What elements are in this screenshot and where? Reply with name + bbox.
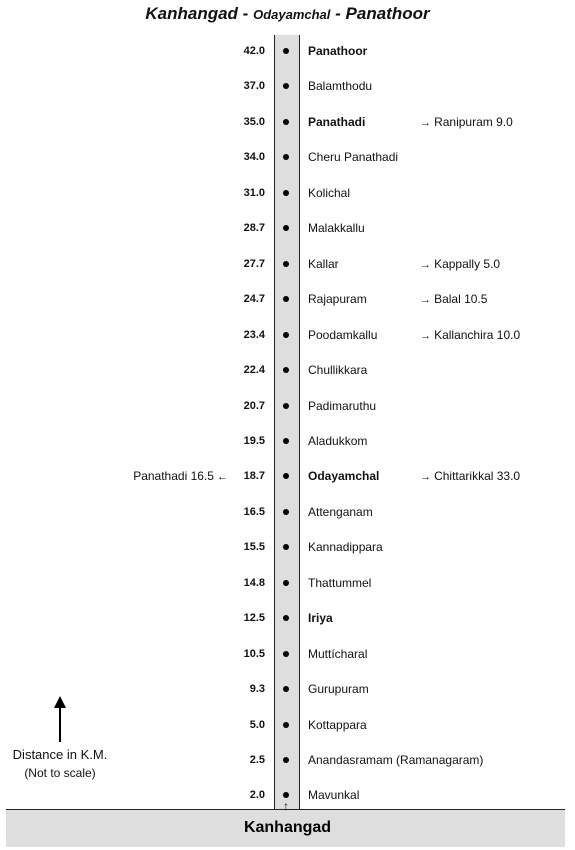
stop-name: Mavunkal (308, 788, 360, 803)
stop-marker (283, 367, 289, 373)
stop-distance: 31.0 (243, 186, 265, 199)
stop-distance: 42.0 (243, 45, 265, 57)
up-arrow-icon (52, 696, 68, 742)
stop-row (0, 254, 575, 274)
stop-marker (283, 757, 289, 763)
stop-marker (283, 154, 289, 160)
stop-marker (283, 580, 289, 586)
stop-distance: 34.0 (243, 151, 265, 164)
stop-row (0, 573, 575, 593)
stop-marker (283, 509, 289, 515)
stop-row (0, 537, 575, 557)
stop-name: Odayamchal (308, 469, 380, 484)
title-separator-1: - (242, 4, 249, 23)
stop-marker (283, 651, 289, 657)
stop-name: Aladukkom (308, 433, 368, 448)
stop-row (0, 679, 575, 699)
stop-distance: 16.5 (243, 505, 265, 518)
stop-row (0, 431, 575, 451)
stop-name: Padimaruthu (308, 398, 377, 413)
title-start: Kanhangad (145, 4, 238, 23)
branch-right (420, 112, 513, 133)
stop-name: Cheru Panathadi (308, 150, 399, 165)
left-arrow-icon: ← (213, 471, 228, 484)
branch-right (420, 254, 500, 275)
right-arrow-icon: → (420, 329, 435, 342)
stop-name: Malakkallu (308, 221, 365, 236)
stop-marker (283, 403, 289, 409)
stop-row (0, 502, 575, 522)
stop-distance: 35.0 (243, 115, 265, 128)
stop-distance: 19.5 (243, 434, 265, 447)
stop-distance: 37.0 (243, 80, 265, 93)
title-end: Panathoor (345, 4, 430, 23)
stop-name: Poodamkallu (308, 327, 378, 342)
branch-right (420, 325, 520, 346)
stop-row (0, 289, 575, 309)
branch-right-label: Balal 10.5 (434, 292, 488, 307)
stop-distance: 10.5 (243, 647, 265, 660)
stop-marker (283, 190, 289, 196)
stop-distance: 9.3 (249, 683, 265, 696)
stop-marker (283, 225, 289, 231)
stop-name: Kannadippara (308, 540, 383, 555)
title-separator-2: - (335, 4, 341, 23)
route-title (0, 4, 575, 24)
branch-right (420, 289, 487, 310)
stop-distance: 18.7 (243, 470, 265, 483)
stop-row (0, 325, 575, 345)
branch-right-label: Kallanchira 10.0 (434, 327, 521, 342)
right-arrow-icon: → (420, 294, 435, 307)
stop-marker (283, 722, 289, 728)
stop-marker (283, 686, 289, 692)
stop-name: Panathadi (308, 114, 366, 129)
stop-distance: 15.5 (243, 541, 265, 554)
stop-marker (283, 261, 289, 267)
stop-row (0, 183, 575, 203)
stop-name: Kottappara (308, 717, 367, 732)
stop-distance: 23.4 (243, 328, 265, 341)
stop-distance: 12.5 (243, 612, 265, 625)
stop-distance: 22.4 (243, 364, 265, 377)
stop-distance: 2.0 (249, 789, 265, 802)
stop-row (0, 608, 575, 628)
stop-name: Rajapuram (308, 292, 367, 307)
stop-marker (283, 83, 289, 89)
stop-marker (283, 48, 289, 54)
stop-row (0, 218, 575, 238)
stop-row (0, 466, 575, 486)
stop-name: Attenganam (308, 504, 373, 519)
stop-name: Iriya (308, 611, 333, 626)
stop-name: Muttícharal (308, 646, 368, 661)
stop-marker (283, 119, 289, 125)
stop-marker (283, 544, 289, 550)
stop-name: Panathoor (308, 44, 368, 58)
stop-distance: 24.7 (243, 293, 265, 306)
stop-row (0, 112, 575, 132)
branch-right-label: Ranipuram 9.0 (434, 114, 513, 129)
stop-row (0, 785, 575, 805)
stop-row (0, 76, 575, 96)
stop-marker (283, 792, 289, 798)
right-arrow-icon: → (420, 116, 435, 129)
stop-distance: 27.7 (243, 257, 265, 270)
stop-row (0, 360, 575, 380)
stop-row (0, 715, 575, 735)
legend (0, 746, 120, 782)
stop-distance: 20.7 (243, 399, 265, 412)
stop-distance: 28.7 (243, 222, 265, 235)
branch-left (80, 466, 228, 487)
stop-name: Balamthodu (308, 79, 373, 94)
stop-marker (283, 438, 289, 444)
base-label: Kanhangad (243, 819, 332, 836)
stop-row (0, 644, 575, 664)
stop-name: Kolichal (308, 185, 351, 200)
legend-note: (Not to scale) (24, 766, 96, 780)
start-arrow-icon: ↑ (283, 799, 289, 813)
stop-name: Chullikkara (308, 363, 368, 378)
stop-row (0, 147, 575, 167)
right-arrow-icon: → (420, 258, 435, 271)
legend-label: Distance in K.M. (12, 747, 108, 762)
stop-marker (283, 615, 289, 621)
right-arrow-icon: → (420, 471, 435, 484)
stop-marker (283, 473, 289, 479)
stop-distance: 14.8 (243, 576, 265, 589)
branch-left-label: Panathadi 16.5 (133, 469, 214, 484)
branch-right (420, 466, 520, 487)
stop-marker (283, 296, 289, 302)
stop-name: Anandasramam (Ramanagaram) (308, 753, 484, 767)
stop-marker (283, 332, 289, 338)
stop-name: Gurupuram (308, 682, 369, 697)
stop-row (0, 396, 575, 416)
branch-right-label: Kappally 5.0 (434, 256, 501, 271)
stop-name: Thattummel (308, 575, 372, 590)
stop-row (0, 41, 575, 61)
title-middle: Odayamchal (253, 7, 331, 22)
branch-right-label: Chittarikkal 33.0 (434, 469, 521, 484)
stop-distance: 2.5 (249, 754, 265, 766)
stop-name: Kallar (308, 256, 339, 271)
stop-distance: 5.0 (249, 718, 265, 731)
